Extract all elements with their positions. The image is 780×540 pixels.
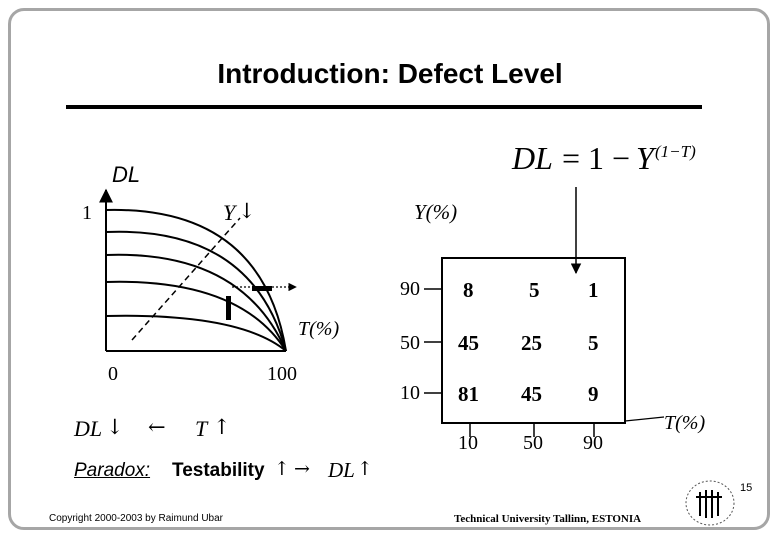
t-end-tick: 100 [267, 363, 297, 385]
table-cell: 45 [521, 382, 542, 406]
dl-top-tick: 1 [82, 202, 92, 224]
table-cell: 25 [521, 331, 542, 355]
t-axis-label: T(%) [298, 318, 340, 340]
table-cell: 1 [588, 278, 599, 302]
table-cell: 9 [588, 382, 599, 406]
relation-dl-arrow: ↓ [106, 415, 124, 439]
formula-eq: = 1 − [562, 140, 631, 176]
y-down-arrow: ↓ [238, 199, 256, 223]
y-curve-3 [106, 255, 286, 351]
origin-label: 0 [108, 363, 118, 385]
y-curve-label: Y [223, 200, 236, 225]
table-cell: 81 [458, 382, 479, 406]
horizontal-marker [252, 286, 272, 291]
row-header-90: 90 [400, 278, 420, 300]
paradox-up-arrow-1: ↑ [274, 458, 290, 480]
row-header-10: 10 [400, 382, 420, 404]
col-header-90: 90 [583, 432, 603, 454]
table-cell: 45 [458, 331, 479, 355]
paradox-implies-arrow: → [294, 458, 310, 480]
table-t-label: T(%) [664, 412, 706, 434]
row-header-50: 50 [400, 332, 420, 354]
relation-t-arrow: ↑ [213, 415, 231, 439]
relation-dl: DL [74, 416, 103, 441]
t-label-connector [625, 417, 664, 421]
copyright-text: Copyright 2000-2003 by Raimund Ubar [49, 513, 223, 524]
table-cell: 5 [588, 331, 599, 355]
slide-title: Introduction: Defect Level [217, 58, 563, 89]
institution-text: Technical University Tallinn, ESTONIA [454, 513, 642, 525]
paradox-label: Paradox: [74, 460, 151, 481]
relation-implied-arrow: ← [148, 415, 166, 439]
formula-base: Y [636, 140, 654, 176]
table-cell: 8 [463, 278, 474, 302]
dl-axis-label: DL [112, 162, 141, 187]
relation-t: T [195, 416, 208, 441]
paradox-dl: DL [328, 458, 355, 482]
col-header-10: 10 [458, 432, 478, 454]
table-cell: 5 [529, 278, 540, 302]
paradox-up-arrow-2: ↑ [357, 458, 373, 480]
vertical-marker [226, 296, 231, 320]
y-curve-2 [106, 232, 286, 351]
col-header-50: 50 [523, 432, 543, 454]
formula-exponent: (1−T) [655, 142, 696, 161]
university-logo-icon [686, 481, 734, 525]
formula-lhs: DL [512, 140, 553, 176]
page-number: 15 [740, 482, 753, 494]
paradox-text: Testability [172, 460, 265, 481]
table-y-label: Y(%) [414, 200, 458, 224]
